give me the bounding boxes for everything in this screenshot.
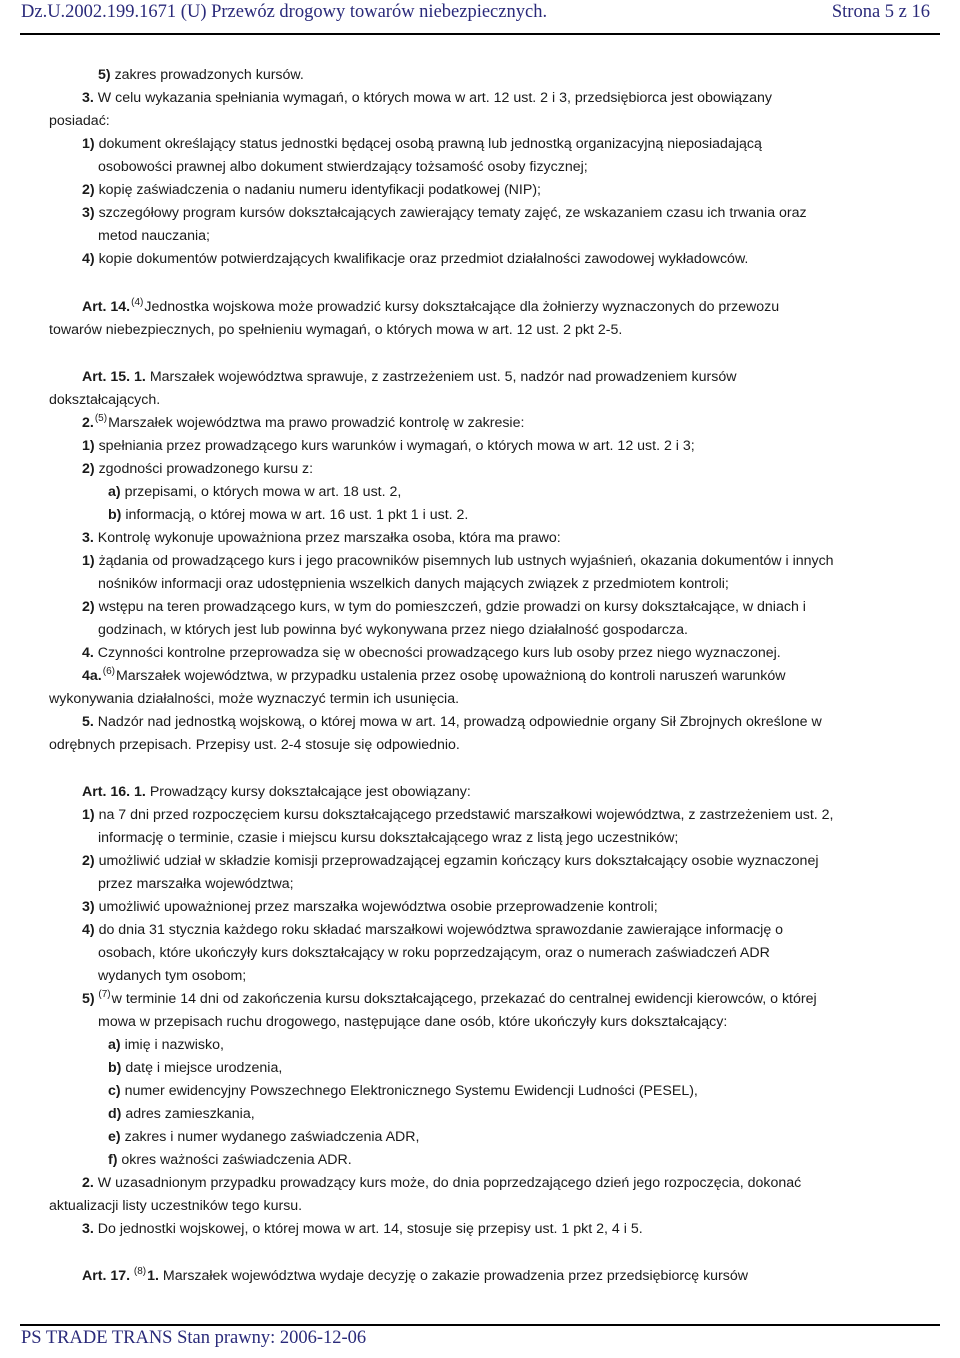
line-text: osobach, które ukończyły kurs dokształcający w roku poprzedzającym, oraz o numerach zaświadczeń ADR [98,945,770,961]
text-line [82,919,783,941]
line-text: W celu wykazania spełniania wymagań, o których mowa w art. 12 ust. 2 i 3, przedsiębiorca jest obowiązany [93,90,773,106]
line-text: kopię zaświadczenia o nadaniu numeru identyfikacji podatkowej (NIP); [94,182,541,198]
item-number: 3) [82,205,95,221]
line-text: Jednostka wojskowa może prowadzić kursy dokształcające dla żołnierzy wyznaczonych do przewozu [144,299,780,315]
text-line [49,319,622,341]
line-text: mowa w przepisach ruchu drogowego, następujące dane osób, które ukończyły kurs dokształcający: [98,1014,728,1030]
line-text: Do jednostki wojskowej, o której mowa w art. 14, stosuje się przepisy ust. 1 pkt 2, 4 i 5. [93,1221,643,1237]
line-text: spełniania przez prowadzącego kurs warunków i wymagań, o których mowa w art. 12 ust. 2 i 3; [94,438,695,454]
text-line [49,110,110,132]
item-number: 4a. [82,668,102,684]
line-text: dokument określający status jednostki będącej osobą prawną lub jednostką organizacyjną nieposiadającą [94,136,762,152]
text-line [82,202,807,224]
line-text: szczegółowy program kursów dokształcających zawierający tematy zajęć, ze wskazaniem czasu ich trwania oraz [94,205,807,221]
text-line [98,225,210,247]
text-line [82,179,541,201]
line-text: okres ważności zaświadczenia ADR. [117,1152,352,1168]
text-line [49,734,460,756]
line-text: odrębnych przepisach. Przepisy ust. 2-4 stosuje się odpowiednio. [49,737,460,753]
footnote-ref: (8) [131,1266,147,1277]
line-text: zgodności prowadzonego kursu z: [94,461,314,477]
line-text: informacją, o której mowa w art. 16 ust. 1 pkt 1 i ust. 2. [121,507,469,523]
header-page-number: Strona 5 z 16 [831,2,930,22]
text-line [82,527,561,549]
item-number: c) [108,1083,121,1099]
item-number: 1) [82,136,95,152]
item-number: Art. 16. 1. [82,784,146,800]
text-line [108,1080,698,1102]
text-line [49,1195,302,1217]
line-text: towarów niebezpiecznych, po spełnieniu wymagań, o których mowa w art. 12 ust. 2 pkt 2-5. [49,322,623,338]
footnote-ref: (5) [94,413,108,424]
text-line [98,64,304,86]
text-line [108,1034,224,1056]
line-text: Czynności kontrolne przeprowadza się w obecności prowadzącego kurs lub osoby przez niego wyznaczonej. [93,645,781,661]
line-text: osobowości prawnej albo dokument stwierdzający tożsamość osoby fizycznej; [98,159,588,175]
text-line [82,596,806,618]
text-line [82,781,471,803]
text-line [98,619,688,641]
item-number: 2. [82,1175,94,1191]
line-text: do dnia 31 stycznia każdego roku składać marszałkowi województwa sprawozdanie zawierające informację o [94,922,784,938]
text-line [82,665,786,687]
text-line [108,504,468,526]
line-text: adres zamieszkania, [121,1106,255,1122]
footnote-ref: (6) [102,666,115,677]
item-number: 1. [147,1268,159,1284]
line-text: przez marszałka województwa; [98,876,294,892]
item-number: 3) [82,899,95,915]
header-rule [20,33,940,35]
text-line [98,942,770,964]
text-line [108,481,401,503]
header-title: Dz.U.2002.199.1671 (U) Przewóz drogowy towarów niebezpiecznych. [21,2,548,22]
item-number: 5) [98,67,111,83]
text-line [98,156,588,178]
text-line [49,389,160,411]
line-text: Marszałek województwa sprawuje, z zastrzeżeniem ust. 5, nadzór nad prowadzeniem kursów [145,369,737,385]
item-number: 3. [82,90,94,106]
item-number: Art. 17. [82,1268,131,1284]
text-line [82,896,658,918]
footer-text: PS TRADE TRANS Stan prawny: 2006-12-06 [21,1328,367,1348]
line-text: Prowadzący kursy dokształcające jest obowiązany: [145,784,471,800]
text-line [82,711,822,733]
item-number: 2. [82,415,94,431]
line-text: dokształcających. [49,392,161,408]
line-text: kopie dokumentów potwierdzających kwalifikacje oraz przedmiot działalności zawodowej wykładowców. [94,251,749,267]
line-text: Nadzór nad jednostką wojskową, o której mowa w art. 14, prowadzą odpowiednie organy Sił Zbrojnych określone w [93,714,822,730]
line-text: przepisami, o których mowa w art. 18 ust. 2, [120,484,402,500]
line-text: Marszałek województwa wydaje decyzję o zakazie prowadzenia przez przedsiębiorcę kursów [158,1268,749,1284]
text-line [82,988,817,1010]
line-text: informację o terminie, czasie i miejscu kursu dokształcającego wraz z listą jego uczestników; [98,830,679,846]
text-line [98,1011,727,1033]
item-number: Art. 14. [82,299,131,315]
line-text: metod nauczania; [98,228,210,244]
line-text: aktualizacji listy uczestników tego kursu. [49,1198,303,1214]
text-line [82,550,834,572]
line-text: Marszałek województwa ma prawo prowadzić kontrolę w zakresie: [108,415,525,431]
item-number: 2) [82,853,95,869]
line-text: W uzasadnionym przypadku prowadzący kurs może, do dnia poprzedzającego dzień jego rozpoczęcia, dokonać [93,1175,802,1191]
line-text: wykonywania działalności, może wyznaczyć termin ich usunięcia. [49,691,460,707]
item-number: e) [108,1129,121,1145]
text-line [98,827,678,849]
item-number: 2) [82,461,95,477]
line-text: imię i nazwisko, [120,1037,224,1053]
item-number: 3. [82,1221,94,1237]
item-number: Art. 15. 1. [82,369,146,385]
line-text: umożliwić upoważnionej przez marszałka województwa osobie przeprowadzenie kontroli; [94,899,658,915]
line-text: żądania od prowadzącego kurs i jego pracowników pisemnych lub ustnych wyjaśnień, okazania dokumentów i innych [94,553,834,569]
item-number: 3. [82,530,94,546]
line-text: numer ewidencyjny Powszechnego Elektronicznego Systemu Ewidencji Ludności (PESEL), [120,1083,698,1099]
line-text: w terminie 14 dni od zakończenia kursu dokształcającego, przekazać do centralnej ewidencji kierowców, o której [111,991,817,1007]
text-line [82,850,819,872]
text-line [98,873,294,895]
text-line [82,804,833,826]
text-line [49,688,459,710]
text-line [82,412,524,434]
text-line [82,1265,748,1287]
item-number: 1) [82,438,95,454]
text-line [82,248,748,270]
text-line [82,458,313,480]
item-number: 1) [82,553,95,569]
item-number: 2) [82,182,95,198]
item-number: b) [108,1060,122,1076]
item-number: 5) [82,991,95,1007]
text-line [98,965,246,987]
text-line [82,1218,643,1240]
item-number: 5. [82,714,94,730]
line-text: wydanych tym osobom; [98,968,247,984]
item-number: 2) [82,599,95,615]
line-text: umożliwić udział w składzie komisji przeprowadzającej egzamin kończący kurs dokształcający osobie wyznaczonej [94,853,819,869]
line-text: zakres i numer wydanego zaświadczenia ADR, [120,1129,420,1145]
text-line [82,87,772,109]
text-line [82,366,737,388]
line-text: na 7 dni przed rozpoczęciem kursu dokształcającego przedstawić marszałkowi województwa, z zastrzeżeniem ust. 2, [94,807,834,823]
item-number: f) [108,1152,118,1168]
item-number: 4. [82,645,94,661]
line-text: Marszałek województwa, w przypadku ustalenia przez osobę upoważnioną do kontroli naruszeń warunków [115,668,786,684]
item-number: 1) [82,807,95,823]
footnote-ref: (4) [131,297,144,308]
line-text: wstępu na teren prowadzącego kurs, w tym do pomieszczeń, gdzie prowadzi on kursy dokształcające, w dniach i [94,599,806,615]
text-line [82,642,781,664]
text-line [108,1149,352,1171]
text-line [82,1172,801,1194]
line-text: Kontrolę wykonuje upoważniona przez marszałka osoba, która ma prawo: [93,530,561,546]
footnote-ref: (7) [95,989,111,1000]
text-line [108,1126,420,1148]
footer-rule [20,1324,940,1326]
item-number: a) [108,484,121,500]
item-number: 4) [82,251,95,267]
item-number: a) [108,1037,121,1053]
text-line [98,573,729,595]
item-number: 4) [82,922,95,938]
line-text: datę i miejsce urodzenia, [121,1060,283,1076]
text-line [82,296,779,318]
line-text: godzinach, w których jest lub powinna być wykonywana przez niego działalność gospodarcza. [98,622,688,638]
text-line [82,133,762,155]
text-line [82,435,695,457]
item-number: b) [108,507,122,523]
line-text: nośników informacji oraz udostępnienia wszelkich danych mających związek z przedmiotem kontroli; [98,576,729,592]
line-text: zakres prowadzonych kursów. [110,67,304,83]
item-number: d) [108,1106,122,1122]
line-text: posiadać: [49,113,110,129]
text-line [108,1103,255,1125]
text-line [108,1057,282,1079]
